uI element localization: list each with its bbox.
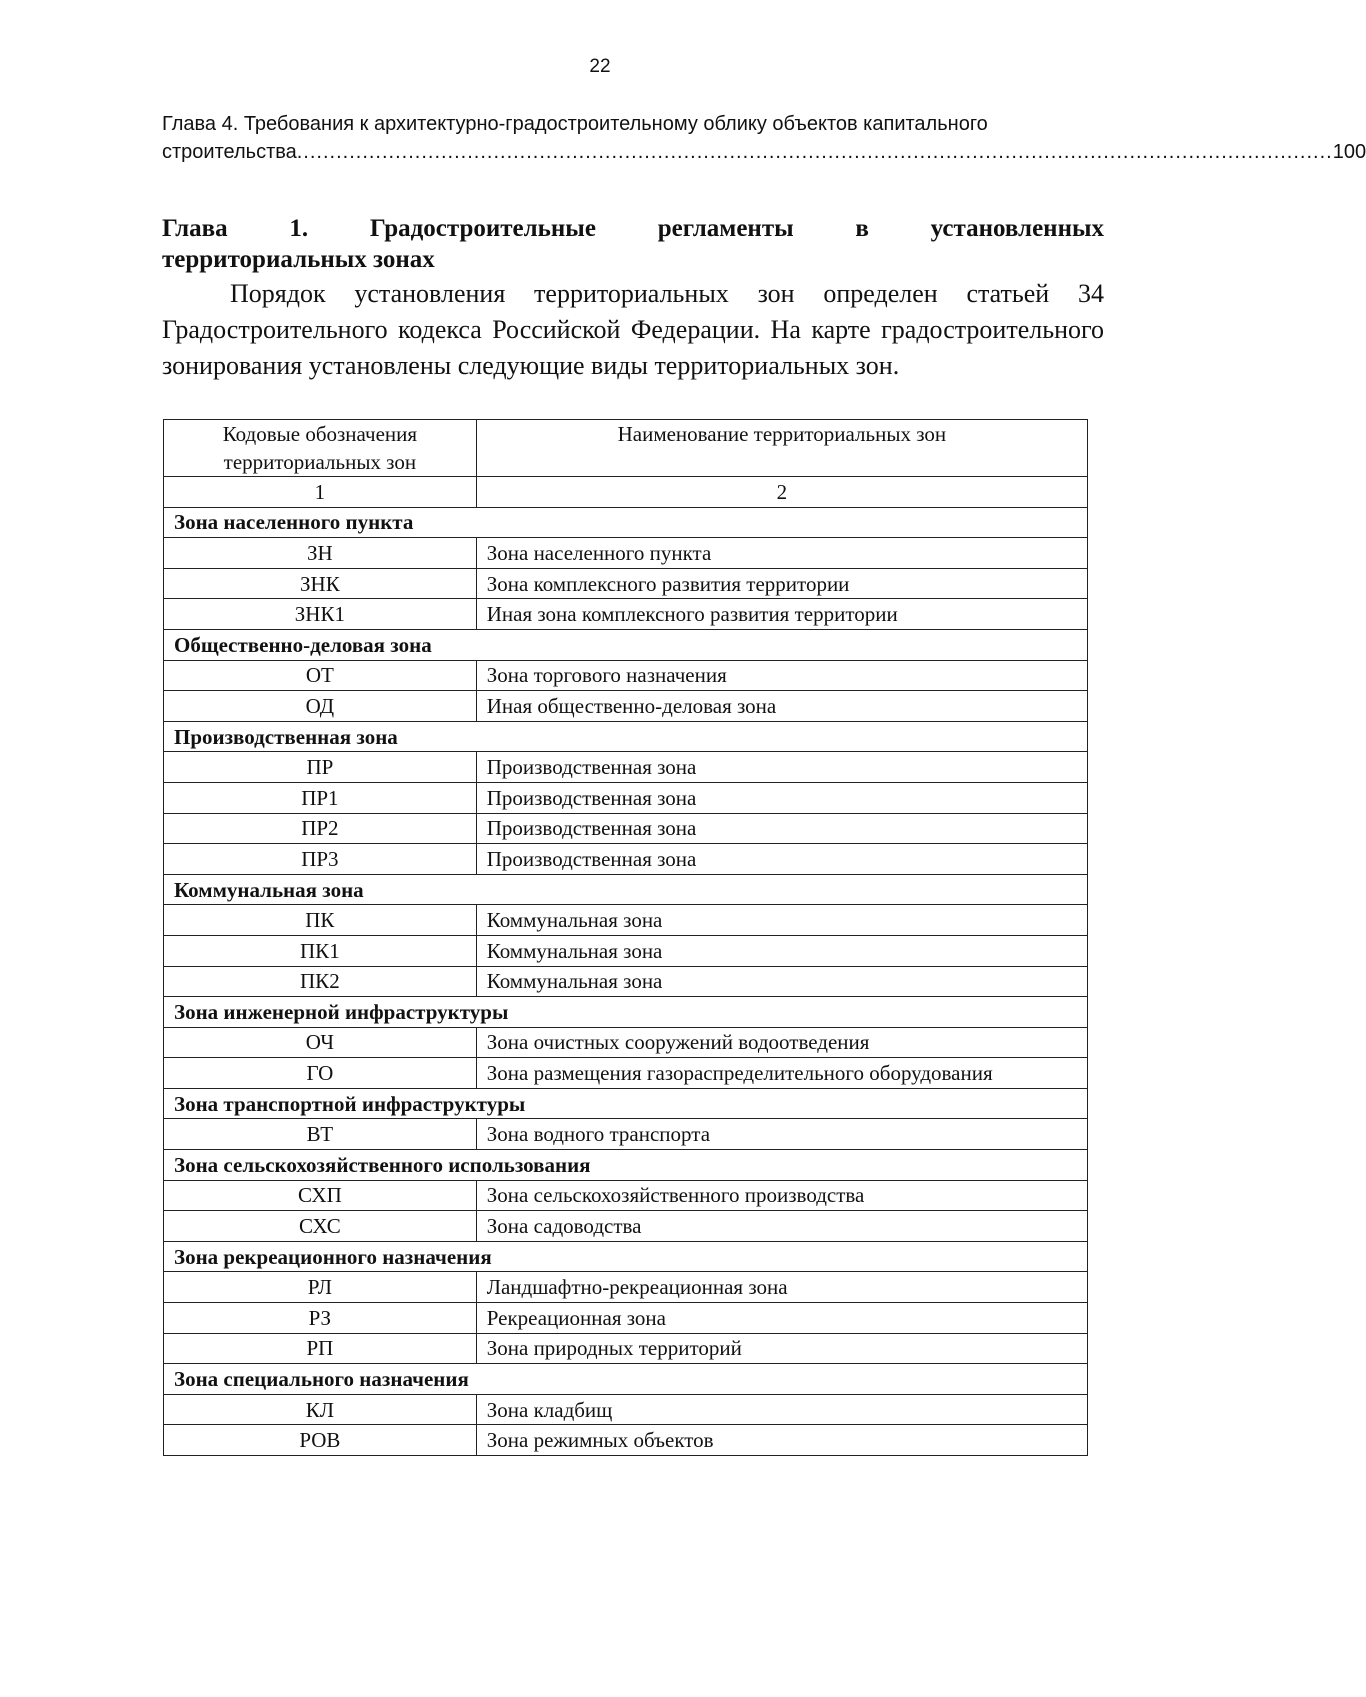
table-row (164, 1211, 1088, 1242)
zone-name: Коммунальная зона (476, 905, 1087, 936)
group-row (164, 507, 1088, 538)
zone-name: Зона комплексного развития территории (476, 568, 1087, 599)
zone-code: ПР (164, 752, 477, 783)
group-row (164, 1364, 1088, 1395)
zone-code: КЛ (164, 1394, 477, 1425)
table-of-contents-entry[interactable] (162, 110, 1366, 166)
intro-paragraph: Порядок установления территориальных зон определен статьей 34 Градостроительного кодекса Российской Федерации. На карте градостроительного зонирования установлены следующие виды территориальных зон. (162, 279, 1104, 380)
zone-name: Производственная зона (476, 782, 1087, 813)
table-row (164, 752, 1088, 783)
group-row (164, 997, 1088, 1028)
zone-name: Производственная зона (476, 813, 1087, 844)
zone-code: ПР3 (164, 844, 477, 875)
table-row (164, 599, 1088, 630)
table-row (164, 782, 1088, 813)
table-row (164, 538, 1088, 569)
table-row (164, 935, 1088, 966)
zone-code: РП (164, 1333, 477, 1364)
zone-name: Зона режимных объектов (476, 1425, 1087, 1456)
toc-page-number: 100 (1332, 141, 1366, 163)
zone-name: Зона водного транспорта (476, 1119, 1087, 1150)
zone-name: Зона сельскохозяйственного производства (476, 1180, 1087, 1211)
toc-entry-title: Глава 4. Требования к архитектурно-градостроительному облику объектов капитального (162, 113, 988, 135)
group-title: Коммунальная зона (164, 874, 1088, 905)
table-row (164, 1119, 1088, 1150)
table-row (164, 844, 1088, 875)
zone-code: ЗНК (164, 568, 477, 599)
chapter-heading (162, 213, 1104, 275)
table-row (164, 1303, 1088, 1334)
zone-code: ЗН (164, 538, 477, 569)
header-name: Наименование территориальных зон (476, 420, 1087, 477)
table-number-row (164, 477, 1088, 508)
zone-code: РЛ (164, 1272, 477, 1303)
group-row (164, 721, 1088, 752)
zone-code: ПР1 (164, 782, 477, 813)
table-row (164, 1272, 1088, 1303)
group-row (164, 874, 1088, 905)
zone-name: Зона размещения газораспределительного оборудования (476, 1058, 1087, 1089)
zone-name: Коммунальная зона (476, 966, 1087, 997)
toc-entry-title-cont: строительства (162, 141, 297, 163)
group-title: Зона специального назначения (164, 1364, 1088, 1395)
table-header-row (164, 420, 1088, 477)
group-title: Зона инженерной инфраструктуры (164, 997, 1088, 1028)
zone-code: ПК2 (164, 966, 477, 997)
zone-name: Ландшафтно-рекреационная зона (476, 1272, 1087, 1303)
zone-code: ОТ (164, 660, 477, 691)
zone-code: ОЧ (164, 1027, 477, 1058)
zone-name: Производственная зона (476, 844, 1087, 875)
zone-code: РЗ (164, 1303, 477, 1334)
heading-word: Глава (162, 215, 228, 242)
column-number: 1 (164, 477, 477, 508)
group-row (164, 629, 1088, 660)
zone-name: Зона природных территорий (476, 1333, 1087, 1364)
zone-name: Зона садоводства (476, 1211, 1087, 1242)
zone-name: Иная общественно-деловая зона (476, 691, 1087, 722)
zone-name: Зона кладбищ (476, 1394, 1087, 1425)
zone-name: Зона торгового назначения (476, 660, 1087, 691)
table-row (164, 905, 1088, 936)
group-title: Зона сельскохозяйственного использования (164, 1150, 1088, 1181)
zone-name: Коммунальная зона (476, 935, 1087, 966)
group-title: Зона населенного пункта (164, 507, 1088, 538)
zone-name: Иная зона комплексного развития территории (476, 599, 1087, 630)
zone-code: СХС (164, 1211, 477, 1242)
table-row (164, 966, 1088, 997)
heading-word: 1. (289, 215, 309, 242)
zone-name: Производственная зона (476, 752, 1087, 783)
toc-leader-dots: .............................................................................................................................................................. (296, 141, 1333, 163)
group-title: Зона рекреационного назначения (164, 1241, 1088, 1272)
zone-code: ГО (164, 1058, 477, 1089)
zone-name: Зона населенного пункта (476, 538, 1087, 569)
column-number: 2 (476, 477, 1087, 508)
zone-code: СХП (164, 1180, 477, 1211)
table-row (164, 1180, 1088, 1211)
group-row (164, 1241, 1088, 1272)
zone-code: ЗНК1 (164, 599, 477, 630)
heading-word: регламенты (657, 215, 794, 242)
zone-code: ОД (164, 691, 477, 722)
zones-table (163, 419, 1088, 1456)
heading-word: в (855, 215, 869, 242)
table-row (164, 568, 1088, 599)
zone-name: Зона очистных сооружений водоотведения (476, 1027, 1087, 1058)
table-row (164, 1394, 1088, 1425)
table-row (164, 1425, 1088, 1456)
table-row (164, 1333, 1088, 1364)
zone-name: Рекреационная зона (476, 1303, 1087, 1334)
table-row (164, 691, 1088, 722)
group-title: Общественно-деловая зона (164, 629, 1088, 660)
page-number: 22 (589, 56, 611, 77)
table-row (164, 660, 1088, 691)
group-title: Зона транспортной инфраструктуры (164, 1088, 1088, 1119)
table-row (164, 1027, 1088, 1058)
heading-word: установленных (930, 215, 1104, 242)
zone-code: ПК1 (164, 935, 477, 966)
zone-code: ПК (164, 905, 477, 936)
group-row (164, 1150, 1088, 1181)
header-code: Кодовые обозначения территориальных зон (164, 420, 477, 477)
zone-code: РОВ (164, 1425, 477, 1456)
zone-code: ПР2 (164, 813, 477, 844)
zone-code: ВТ (164, 1119, 477, 1150)
group-title: Производственная зона (164, 721, 1088, 752)
table-row (164, 1058, 1088, 1089)
table-row (164, 813, 1088, 844)
heading-line-2: территориальных зонах (162, 246, 435, 273)
group-row (164, 1088, 1088, 1119)
heading-word: Градостроительные (369, 215, 596, 242)
